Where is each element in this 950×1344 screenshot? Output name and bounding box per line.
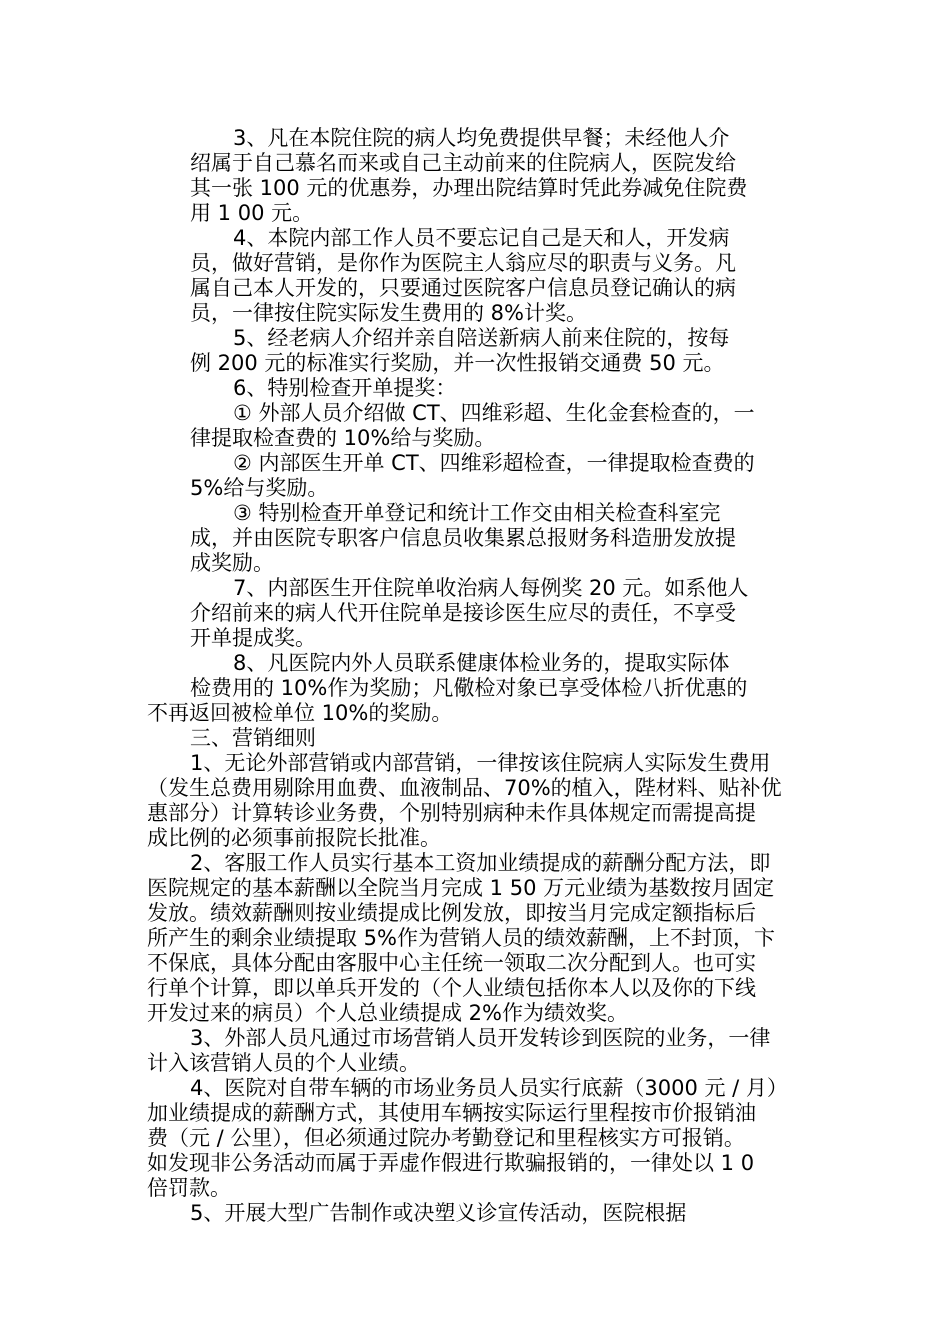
section-heading: 三、营销细则 bbox=[190, 726, 316, 750]
text-line: 开单提成奖。 bbox=[190, 626, 316, 650]
text-line: 加业绩提成的薪酬方式，其使用车辆按实际运行里程按市价报销油 bbox=[147, 1101, 756, 1125]
text-line: 8、凡医院内外人员联系健康体检业务的，提取实际体 bbox=[233, 651, 730, 675]
text-line: 成奖励。 bbox=[190, 551, 274, 575]
text-line: 例 200 元的标准实行奖励，并一次性报销交通费 50 元。 bbox=[190, 351, 725, 375]
text-line: 倍罚款。 bbox=[147, 1176, 231, 1200]
text-line: 不再返回被检单位 10%的奖励。 bbox=[147, 701, 453, 725]
text-line: 律提取检查费的 10%给与奖励。 bbox=[190, 426, 496, 450]
text-line: 用 1 00 元。 bbox=[190, 201, 314, 225]
text-line: 成比例的必须事前报院长批准。 bbox=[147, 826, 441, 850]
text-line: 员，一律按住院实际发生费用的 8%计奖。 bbox=[190, 301, 587, 325]
text-line: 所产生的剩余业绩提取 5%作为营销人员的绩效薪酬，上不封顶，卞 bbox=[147, 926, 775, 950]
text-line: 7、内部医生开住院单收治病人每例奖 20 元。如系他人 bbox=[233, 576, 749, 600]
text-line: 属自己本人开发的，只要通过医院客户信息员登记确认的病 bbox=[190, 276, 736, 300]
text-line: 绍属于自己慕名而来或自己主动前来的住院病人，医院发给 bbox=[190, 151, 736, 175]
text-line: 其一张 100 元的优惠券，办理出院结算时凭此券减免住院费 bbox=[190, 176, 748, 200]
text-line: 2、客服工作人员实行基本工资加业绩提成的薪酬分配方法，即 bbox=[190, 851, 771, 875]
text-line: 费（元 / 公里），但必须通过院办考勤登记和里程核实方可报销。 bbox=[147, 1126, 745, 1150]
text-line: 如发现非公务活动而属于弄虚作假进行欺骗报销的，一律处以 1 0 bbox=[147, 1151, 755, 1175]
text-line: 4、本院内部工作人员不要忘记自己是天和人，开发病 bbox=[233, 226, 730, 250]
text-line: 介绍前来的病人代开住院单是接诊医生应尽的责任，不享受 bbox=[190, 601, 736, 625]
text-line: 员，做好营销，是你作为医院主人翁应尽的职责与义务。凡 bbox=[190, 251, 736, 275]
text-line: 4、医院对自带车辆的市场业务员人员实行底薪（3000 元 / 月） bbox=[190, 1076, 788, 1100]
text-line: 医院规定的基本薪酬以全院当月完成 1 50 万元业绩为基数按月固定 bbox=[147, 876, 775, 900]
text-line: 3、外部人员凡通过市场营销人员开发转诊到医院的业务，一律 bbox=[190, 1026, 771, 1050]
text-line: 5、经老病人介绍并亲自陪送新病人前来住院的，按每 bbox=[233, 326, 730, 350]
text-line: （发生总费用剔除用血费、血液制品、70%的植入，陛材料、贴补优 bbox=[147, 776, 782, 800]
text-line: 5%给与奖励。 bbox=[190, 476, 329, 500]
text-line: 计入该营销人员的个人业绩。 bbox=[147, 1051, 420, 1075]
text-line: 成，并由医院专职客户信息员收集累总报财务科造册发放提 bbox=[190, 526, 736, 550]
text-line: 3、凡在本院住院的病人均免费提供早餐；未经他人介 bbox=[233, 126, 730, 150]
text-line: 行单个计算，即以单兵开发的（个人业绩包括你本人以及你的下线 bbox=[147, 976, 756, 1000]
text-line: 惠部分）计算转诊业务费，个别特别病种未作具体规定而需提高提 bbox=[147, 801, 756, 825]
text-line: 5、开展大型广告制作或决塑义诊宣传活动，医院根据 bbox=[190, 1201, 687, 1225]
text-line: 不保底，具体分配由客服中心主任统一领取二次分配到人。也可实 bbox=[147, 951, 756, 975]
text-line: 6、特别检查开单提奖： bbox=[233, 376, 457, 400]
text-line: 1、无论外部营销或内部营销，一律按该住院病人实际发生费用 bbox=[190, 751, 771, 775]
text-line: 检费用的 10%作为奖励；凡儆检对象已享受体检八折优惠的 bbox=[190, 676, 748, 700]
text-line: 开发过来的病员）个人总业绩提成 2%作为绩效奖。 bbox=[147, 1001, 628, 1025]
text-line: ② 内部医生开单 CT、四维彩超检查，一律提取检查费的 bbox=[233, 451, 755, 475]
text-line: ① 外部人员介绍做 CT、四维彩超、生化金套检查的，一 bbox=[233, 401, 755, 425]
text-line: ③ 特别检查开单登记和统计工作交由相关检查科室完 bbox=[233, 501, 721, 525]
text-line: 发放。绩效薪酬则按业绩提成比例发放，即按当月完成定额指标后 bbox=[147, 901, 756, 925]
